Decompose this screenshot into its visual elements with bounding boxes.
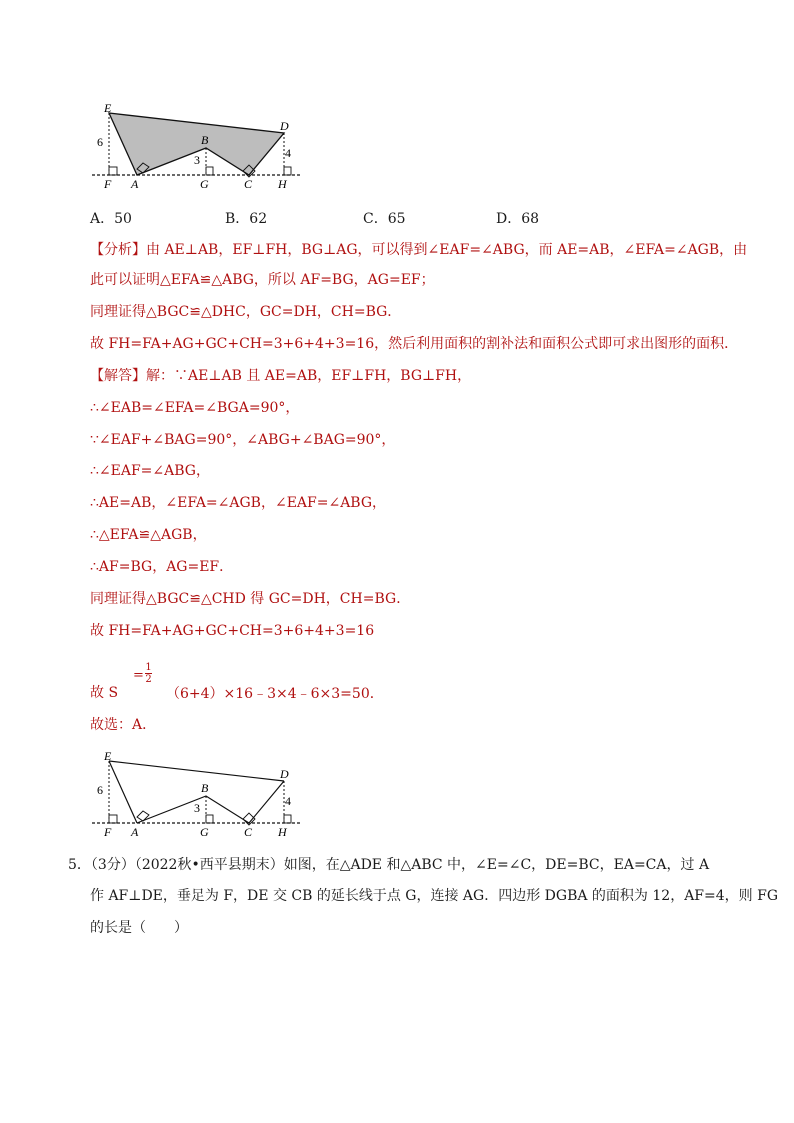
area-formula xyxy=(90,683,118,703)
solution-line-7: ∴AF=BG，AG=EF． xyxy=(90,559,234,575)
solution-line-4: ∴∠EAF=∠ABG， xyxy=(90,463,210,479)
length-DH: 4 xyxy=(285,146,291,160)
analysis-tag: 【分析】 xyxy=(90,242,146,258)
length-DH: 4 xyxy=(285,794,291,808)
figure-solution xyxy=(88,744,308,840)
question-5-line-3: 的长是（ ） xyxy=(90,920,188,936)
label-G: G xyxy=(200,177,209,191)
length-EF: 6 xyxy=(97,783,103,797)
solution-line-8: 同理证得△BGC≌△CHD 得 GC=DH，CH=BG． xyxy=(90,591,411,607)
label-F: F xyxy=(104,825,112,839)
label-A: A xyxy=(131,825,139,839)
solution-line-3: ∵∠EAF+∠BAG=90°，∠ABG+∠BAG=90°， xyxy=(90,432,396,448)
solution-line-5: ∴AE=AB，∠EFA=∠AGB，∠EAF=∠ABG， xyxy=(90,495,387,511)
fraction-half xyxy=(145,662,152,685)
length-BG: 3 xyxy=(194,801,200,815)
answer-line: 故选：A． xyxy=(90,717,157,733)
label-E: E xyxy=(104,101,112,115)
label-C: C xyxy=(244,177,253,191)
option-c: C．65 xyxy=(363,211,406,227)
solution-line-1: 【解答】解：∵AE⊥AB 且 AE=AB，EF⊥FH，BG⊥FH， xyxy=(90,368,472,384)
question-5-line-1: 5．（3分）（2022秋•西平县期末）如图，在△ADE 和△ABC 中，∠E=∠C，DE=BC，EA=CA，过 A xyxy=(68,857,710,873)
option-a: A．50 xyxy=(90,211,132,227)
label-C: C xyxy=(244,825,253,839)
question-5-line-2: 作 AF⊥DE，垂足为 F，DE 交 CB 的延长线于点 G，连接 AG．四边形 DGBA 的面积为 12，AF=4，则 FG xyxy=(90,888,779,904)
label-G: G xyxy=(200,825,209,839)
option-b: B．62 xyxy=(225,211,268,227)
analysis-line-1: 【分析】由 AE⊥AB，EF⊥FH，BG⊥AG，可以得到∠EAF=∠ABG，而 AE=AB，∠EFA=∠AGB，由 xyxy=(90,242,748,258)
fraction-denominator: 2 xyxy=(145,674,152,685)
area-expression: （6+4）×16﹣3×4﹣6×3=50． xyxy=(166,686,384,702)
label-H: H xyxy=(278,177,287,191)
label-D: D xyxy=(280,119,289,133)
label-A: A xyxy=(131,177,139,191)
area-equals: = xyxy=(133,668,144,683)
solution-line-6: ∴△EFA≌△AGB， xyxy=(90,527,207,543)
label-D: D xyxy=(280,767,289,781)
length-BG: 3 xyxy=(194,153,200,167)
label-B: B xyxy=(201,781,209,795)
label-F: F xyxy=(104,177,112,191)
analysis-line-3: 同理证得△BGC≌△DHC，GC=DH，CH=BG． xyxy=(90,304,402,320)
area-s: 故 S xyxy=(90,685,119,701)
solution-line-9: 故 FH=FA+AG+GC+CH=3+6+4+3=16 xyxy=(90,623,375,639)
analysis-line-2: 此可以证明△EFA≌△ABG，所以 AF=BG，AG=EF； xyxy=(90,272,435,288)
solution-line-2: ∴∠EAB=∠EFA=∠BGA=90°， xyxy=(90,400,300,416)
option-d: D．68 xyxy=(496,211,540,227)
fraction-numerator: 1 xyxy=(145,662,152,673)
solution-tag: 【解答】 xyxy=(90,368,146,384)
label-H: H xyxy=(278,825,287,839)
figure-shaded-polygon xyxy=(88,96,308,192)
length-EF: 6 xyxy=(97,135,103,149)
label-E: E xyxy=(104,749,112,763)
label-B: B xyxy=(201,133,209,147)
analysis-line-4: 故 FH=FA+AG+GC+CH=3+6+4+3=16，然后利用面积的割补法和面积公式即可求出图形的面积． xyxy=(90,336,739,352)
